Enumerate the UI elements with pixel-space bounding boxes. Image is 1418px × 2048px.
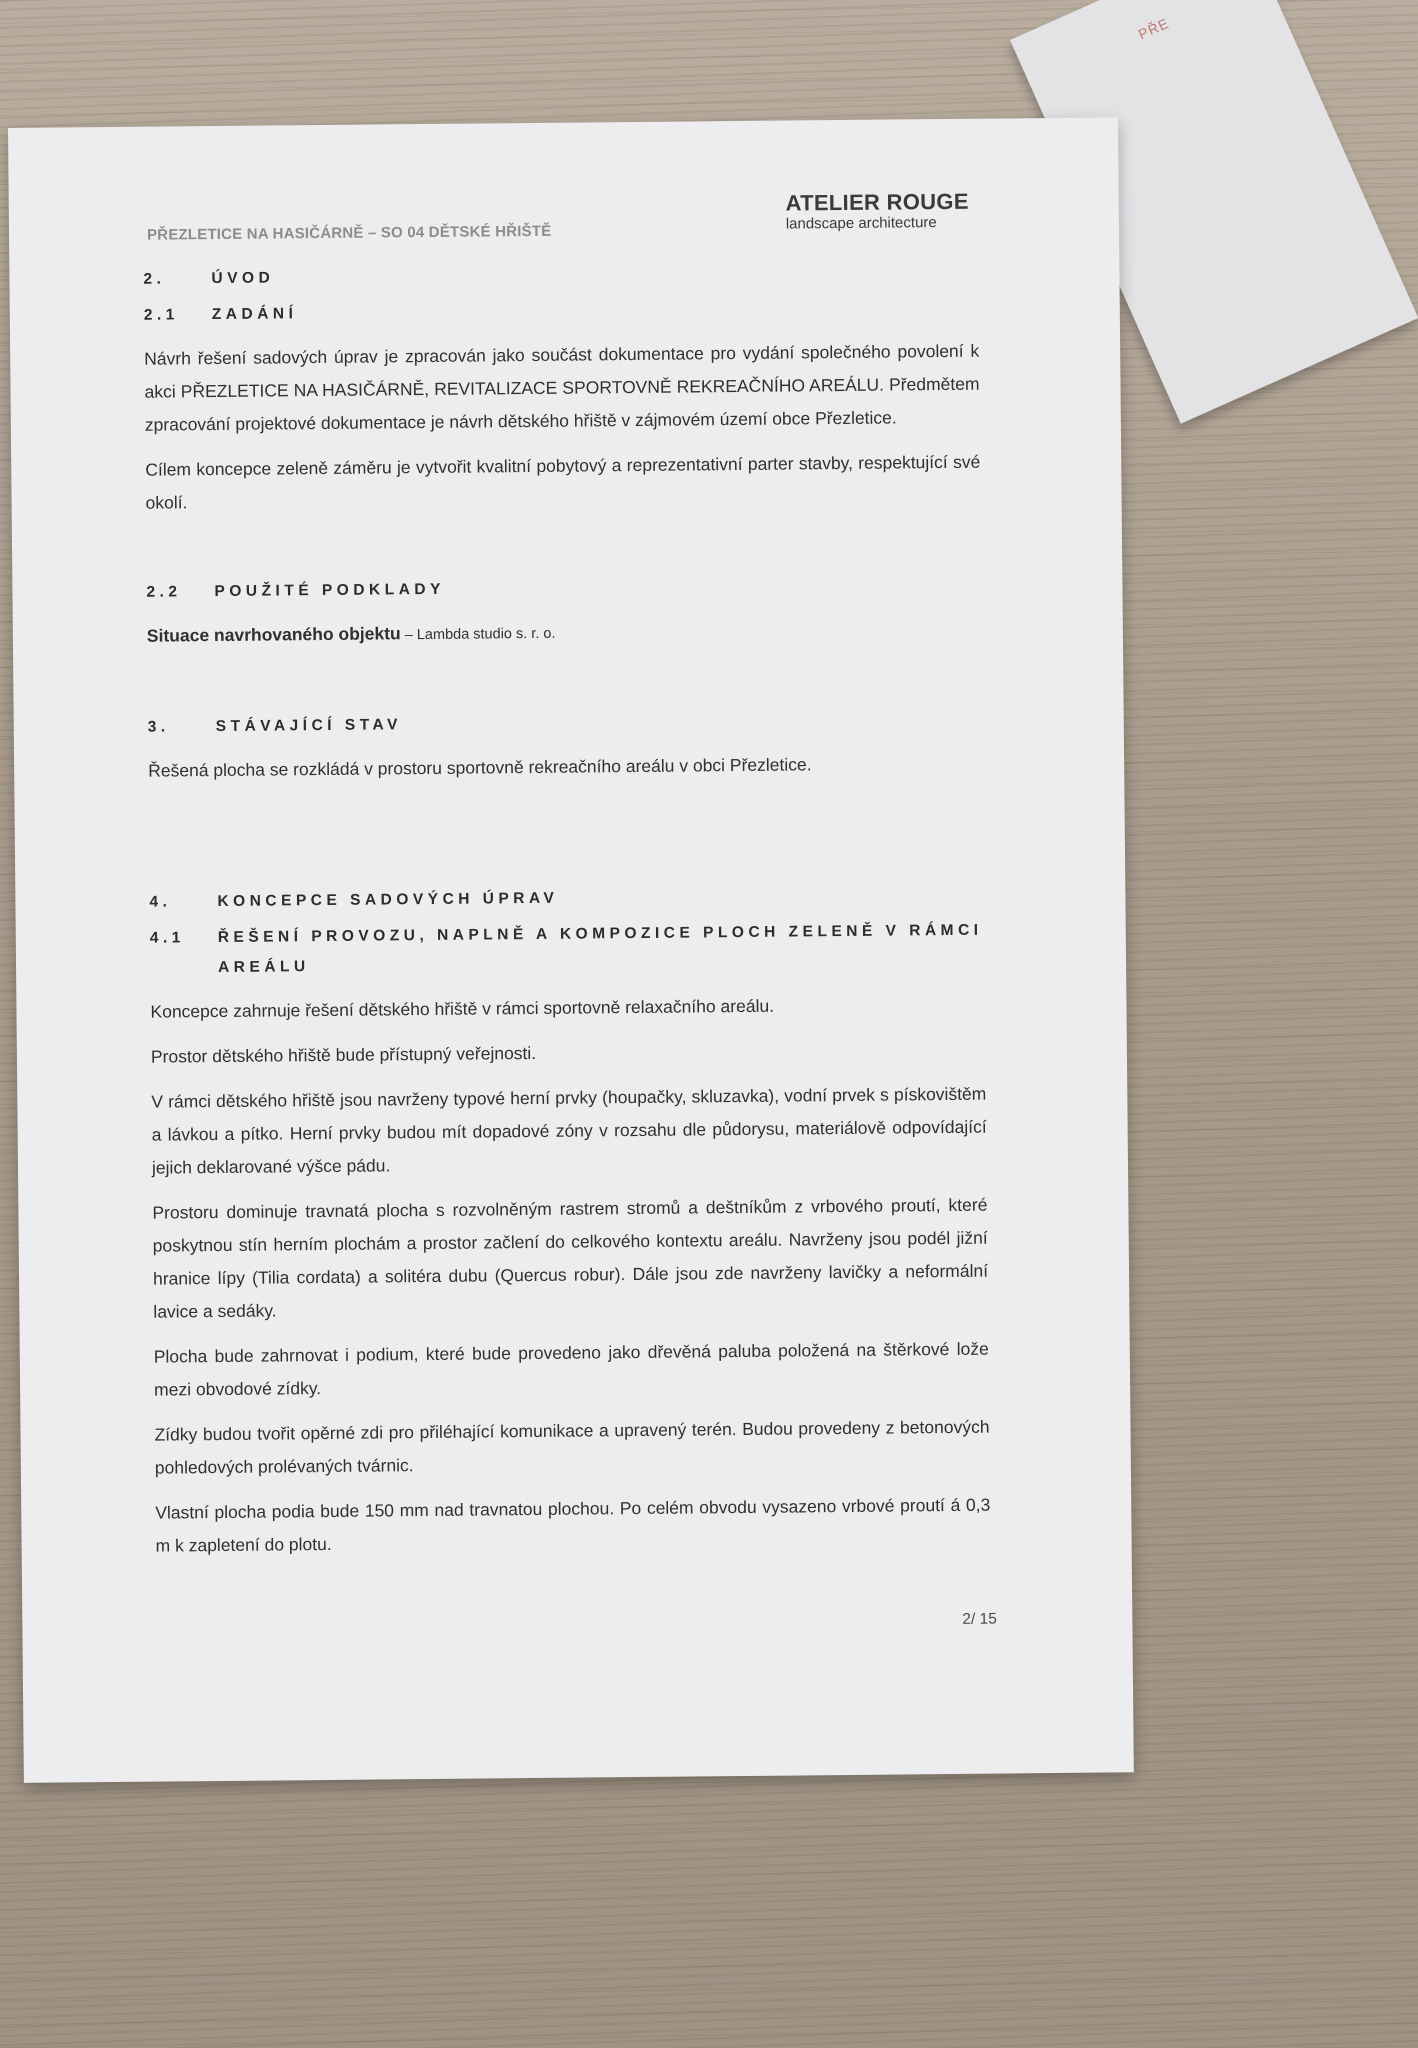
paragraph: Řešená plocha se rozkládá v prostoru sportovně rekreačního areálu v obci Přezletice. [148,754,812,781]
subsection-number: 2.2 [146,583,182,601]
subsection-title: POUŽITÉ PODKLADY [214,580,445,601]
source-name: Situace navrhovaného objektu [146,623,401,646]
section-number: 3. [147,718,170,736]
subsection-number: 2.1 [143,306,179,324]
page-number: 2/ 15 [962,1610,997,1628]
paragraph: Plocha bude zahrnovat i podium, které bude provedeno jako dřevěná paluba položená na štěrkové lože mezi obvodové zídky. [153,1338,989,1400]
paragraph: Prostor dětského hřiště bude přístupný veřejnosti. [150,1042,537,1067]
section-title: KONCEPCE SADOVÝCH ÚPRAV [217,889,559,911]
paragraph: V rámci dětského hřiště jsou navrženy typové herní prvky (houpačky, skluzavka), vodní prvek s pískovištěm a lávkou a pítko. Herní prvky budou mít dopadové zóny v rozsahu dle půdorysu, materiálově odpovídající jejich deklarované výšce pádu. [151,1083,987,1178]
document-page [8,117,1134,1783]
subsection-title: ZADÁNÍ [211,305,298,324]
paragraph: Koncepce zahrnuje řešení dětského hřiště v rámci sportovně relaxačního areálu. [150,995,775,1022]
logo-brand: ATELIER ROUGE [785,188,969,216]
source-author: – Lambda studio s. r. o. [400,625,556,644]
document-header-title: PŘEZLETICE NA HASIČÁRNĚ – SO 04 DĚTSKÉ HŘIŠTĚ [146,222,552,244]
subsection-number: 4.1 [149,929,185,947]
paragraph: Prostoru dominuje travnatá plocha s rozvolněným rastrem stromů a deštníkům z vrbového proutí, které poskytnou stín herním plochám a prostor začlení do celkového kontextu areálu. Navrženy jsou podél jižní hranice lípy (Tilia cordata) a solitéra dubu (Quercus robur). Dále jsou zde navrženy lavičky a neformální lavice a sedáky. [152,1194,989,1322]
paragraph: Zídky budou tvořit opěrné zdi pro přiléhající komunikace a upravený terén. Budou provedeny z betonových pohledových prolévaných tvárnic. [154,1416,990,1478]
paragraph: Vlastní plocha podia bude 150 mm nad travnatou plochou. Po celém obvodu vysazeno vrbové proutí á 0,3 m k zapletení do plotu. [155,1494,991,1556]
document-body [143,257,990,1563]
background-sheet-text: PŘE [1135,14,1172,43]
paragraph: Cílem koncepce zeleně záměru je vytvořit kvalitní pobytový a reprezentativní parter stavby, respektující své okolí. [145,451,981,513]
logo-subtitle: landscape architecture [785,214,937,233]
subsection-heading [150,916,986,984]
paragraph: Návrh řešení sadových úprav je zpracován jako součást dokumentace pro vydání společného povolení k akci PŘEZLETICE NA HASIČÁRNĚ, REVITALIZACE SPORTOVNĚ REKREAČNÍHO AREÁLU. Předmětem zpracování projektové dokumentace je návrh dětského hřiště v zájmovém území obce Přezletice. [144,340,980,435]
section-number: 2. [143,270,166,288]
subsection-title: ŘEŠENÍ PROVOZU, NAPLNĚ A KOMPOZICE PLOCH ZELENĚ V RÁMCI AREÁLU [217,921,983,977]
section-title: ÚVOD [211,269,275,288]
section-number: 4. [149,893,172,911]
section-title: STÁVAJÍCÍ STAV [215,716,402,736]
company-logo [785,188,969,233]
